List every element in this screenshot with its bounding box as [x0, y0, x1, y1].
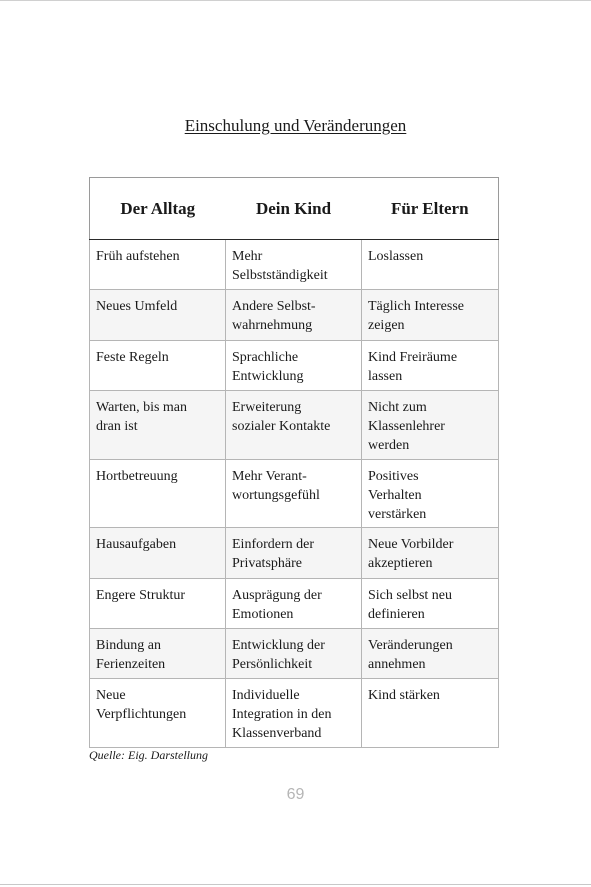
page-top-border: [0, 0, 591, 1]
table-cell-alltag: Hortbetreuung: [90, 460, 226, 528]
table-cell-eltern: Veränderungen annehmen: [362, 629, 499, 679]
page-title: Einschulung und Veränderungen: [184, 116, 407, 135]
table-row: [90, 629, 499, 679]
table-header-row: [90, 178, 499, 240]
table-cell-alltag: Engere Struktur: [90, 579, 226, 629]
table-row: [90, 460, 499, 528]
page-bottom-border: [0, 884, 591, 885]
table-row: [90, 579, 499, 629]
table-body: [90, 240, 499, 748]
table-cell-kind: Mehr Selbstständigkeit: [226, 240, 362, 290]
table-cell-eltern: Sich selbst neu definieren: [362, 579, 499, 629]
table-row: [90, 290, 499, 341]
table-row: [90, 391, 499, 460]
table-cell-eltern: Kind Freiräume lassen: [362, 341, 499, 391]
table-cell-eltern: Täglich Interesse zeigen: [362, 290, 499, 341]
table-cell-eltern: Neue Vorbilder akzeptieren: [362, 528, 499, 579]
table-cell-kind: Entwicklung der Persönlichkeit: [226, 629, 362, 679]
table-cell-eltern: Loslassen: [362, 240, 499, 290]
table-cell-eltern: Nicht zum Klassenlehrer werden: [362, 391, 499, 460]
table-cell-kind: Mehr Verant- wortungsgefühl: [226, 460, 362, 528]
column-header-alltag: Der Alltag: [90, 178, 226, 240]
table-cell-kind: Ausprägung der Emotionen: [226, 579, 362, 629]
page-number: 69: [286, 786, 305, 803]
table-cell-alltag: Neues Umfeld: [90, 290, 226, 341]
column-header-kind: Dein Kind: [226, 178, 362, 240]
table-row: [90, 679, 499, 748]
table-row: [90, 341, 499, 391]
changes-table: [89, 177, 499, 748]
table-row: [90, 528, 499, 579]
table-cell-alltag: Früh aufstehen: [90, 240, 226, 290]
table-cell-alltag: Warten, bis man dran ist: [90, 391, 226, 460]
table-cell-kind: Individuelle Integration in den Klassenverband: [226, 679, 362, 748]
table-row: [90, 240, 499, 290]
table-cell-kind: Einfordern der Privatsphäre: [226, 528, 362, 579]
table-cell-kind: Andere Selbst- wahrnehmung: [226, 290, 362, 341]
table-cell-alltag: Hausaufgaben: [90, 528, 226, 579]
table-cell-alltag: Bindung an Ferienzeiten: [90, 629, 226, 679]
table-cell-kind: Sprachliche Entwicklung: [226, 341, 362, 391]
column-header-eltern: Für Eltern: [362, 178, 499, 240]
table-cell-alltag: Feste Regeln: [90, 341, 226, 391]
table-cell-eltern: Positives Verhalten verstärken: [362, 460, 499, 528]
source-note: Quelle: Eig. Darstellung: [89, 748, 208, 762]
table-cell-alltag: Neue Verpflichtungen: [90, 679, 226, 748]
table-cell-eltern: Kind stärken: [362, 679, 499, 748]
table-cell-kind: Erweiterung sozialer Kontakte: [226, 391, 362, 460]
